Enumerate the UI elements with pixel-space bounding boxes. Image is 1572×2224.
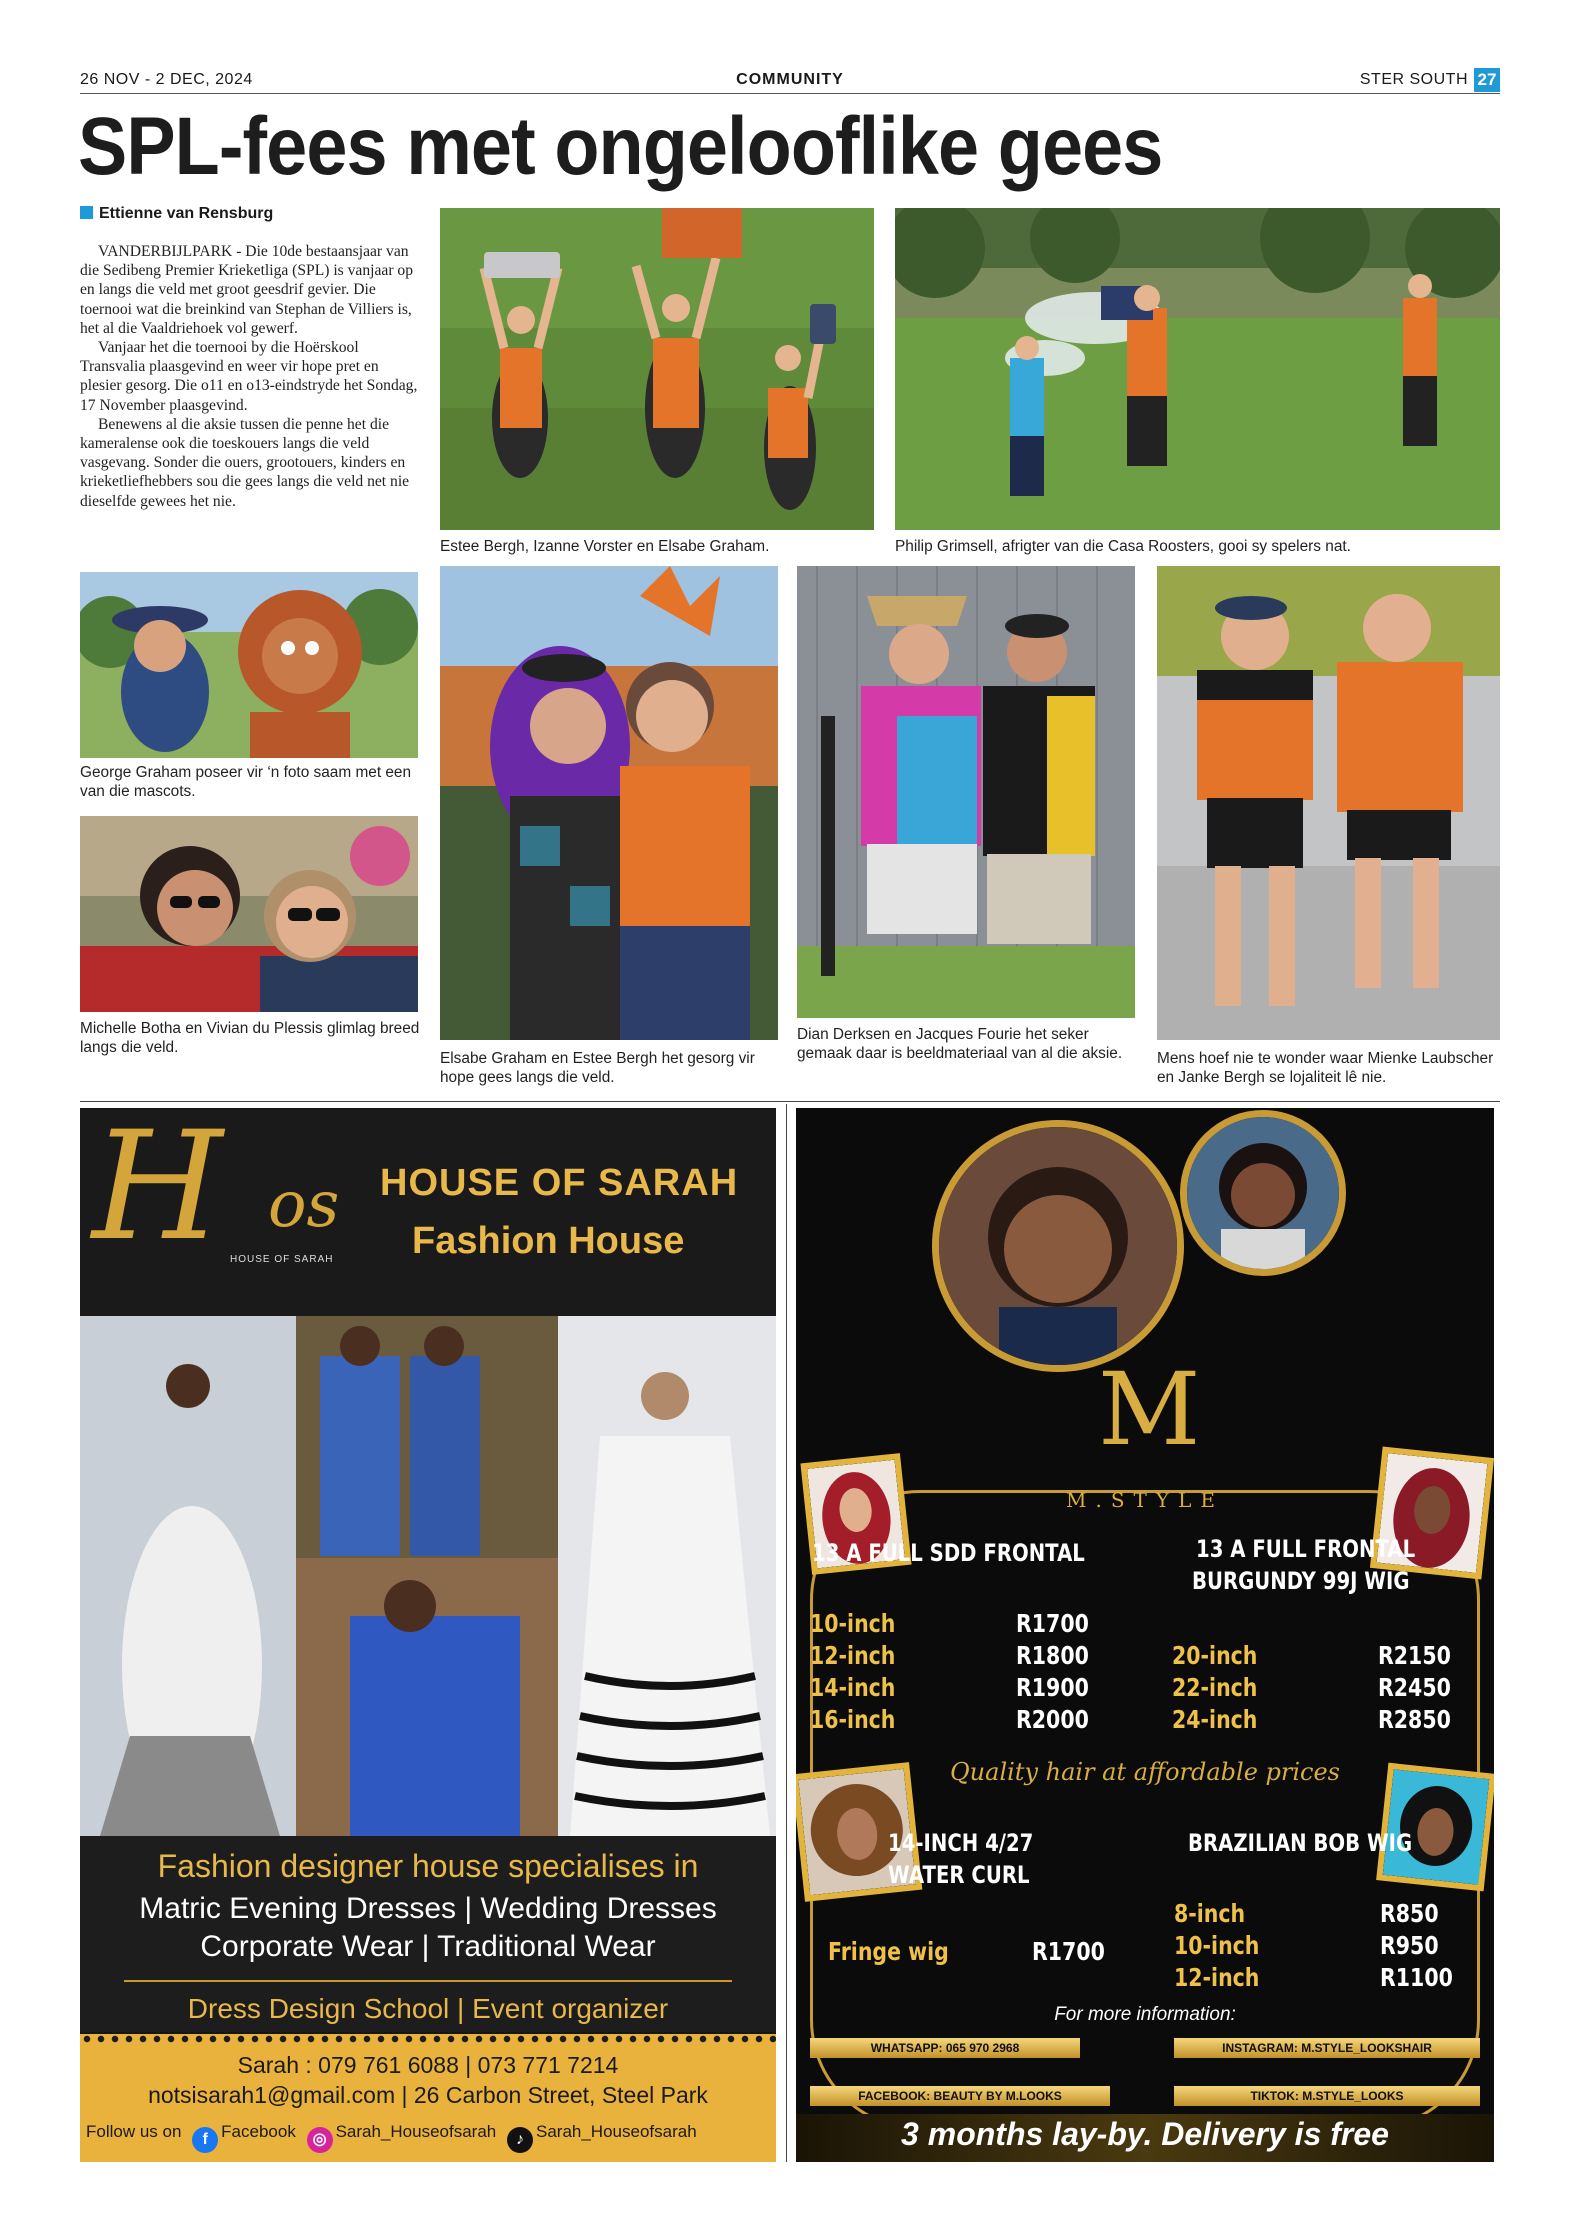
product-price: R950 [1380,1931,1439,1960]
product-price: R2450 [1378,1673,1451,1702]
product-size: 14-inch [810,1673,896,1702]
product-size: 10-inch [810,1609,896,1638]
product-size: 8-inch [1174,1899,1246,1928]
tagline: Quality hair at affordable prices [950,1758,1340,1786]
instagram-contact: INSTAGRAM: M.STYLE_LOOKSHAIR [1174,2038,1480,2058]
social-links [86,2122,776,2153]
instagram-icon: ◎ [307,2127,333,2153]
photo-women-celebrating [440,208,874,530]
instagram-handle: Sarah_Houseofsarah [335,2122,497,2141]
ad-m-style [796,1108,1494,2162]
issue-date: 26 NOV - 2 DEC, 2024 [80,71,253,88]
facebook-handle: Facebook [221,2122,296,2141]
services-heading: Fashion designer house specialises in [157,1848,699,1884]
brand-name: M.STYLE [1066,1488,1224,1512]
product-size: 20-inch [1172,1641,1258,1670]
photo-caption: Philip Grimsell, afrigter van die Casa Roosters, gooi sy spelers nat. [895,538,1351,555]
photo-two-women-smiling [80,816,418,1012]
photo-caption: Elsabe Graham en Estee Bergh het gesorg vir hope gees langs die veld. [440,1050,755,1086]
dotted-border [80,2034,776,2044]
photo-dian-jacques [797,566,1135,1018]
product-price: R1700 [1032,1937,1105,1966]
photo-mascot [80,572,418,758]
product-price: R1800 [1016,1641,1089,1670]
photo-two-girls [1157,566,1500,1040]
portrait-main [932,1120,1184,1372]
contact-phone: Sarah : 079 761 6088 | 073 771 7214 [237,2052,619,2078]
byline-marker [80,206,93,219]
photo-caption: Mens hoef nie te wonder waar Mienke Laubscher en Janke Bergh se lojaliteit lê nie. [1157,1050,1494,1086]
brand-name: HOUSE OF SARAH [380,1162,739,1204]
services-line: Corporate Wear | Traditional Wear [200,1930,656,1963]
whatsapp-contact: WHATSAPP: 065 970 2968 [810,2038,1080,2058]
byline [80,205,273,223]
contact-email-address: notsisarah1@gmail.com | 26 Carbon Street, Steel Park [148,2082,708,2108]
product-price: R850 [1380,1899,1439,1928]
facebook-contact: FACEBOOK: BEAUTY BY M.LOOKS [810,2086,1110,2106]
paper-name: STER SOUTH [1359,71,1468,88]
tiktok-handle: Sarah_Houseofsarah [535,2122,697,2141]
article-paragraph: Benewens al die aksie tussen die penne het die kameralense ook die toeskouers langs die veld vasgevang. Sonder die ouers, grootouers, kinders en krieketliefhebbers sou die gees langs die veld net nie dieselfde gewees het nie. [80,415,410,510]
page-number: 27 [1474,68,1500,92]
tiktok-icon: ♪ [507,2127,533,2153]
product-title: 13 A FULL SDD FRONTAL [812,1539,1085,1567]
product-price: R1700 [1016,1609,1089,1638]
ad-divider [786,1104,787,2162]
services-line: Matric Evening Dresses | Wedding Dresses [139,1892,717,1925]
photo-coach-spraying [895,208,1500,530]
more-info-label: For more information: [1054,2004,1236,2025]
product-size: 10-inch [1174,1931,1260,1960]
footer-offer: 3 months lay-by. Delivery is free [901,2116,1389,2152]
product-price: R2850 [1378,1705,1451,1734]
photo-caption: George Graham poseer vir ‘n foto saam met een van die mascots. [80,764,412,800]
product-price: R2000 [1016,1705,1089,1734]
brand-logo-caption: HOUSE OF SARAH [230,1254,334,1265]
product-price: R1100 [1380,1963,1453,1992]
portrait-secondary [1180,1110,1346,1276]
product-title: WATER CURL [888,1861,1030,1889]
article-paragraph: VANDERBIJLPARK - Die 10de bestaansjaar van die Sedibeng Premier Krieketliga (SPL) is vanjaar op en langs die veld met groot geesdrif gevier. Die toernooi wat die breinkind van Stephan de Villiers is, het al die Vaaldriehoek vol gewerf. [80,243,414,337]
product-size: Fringe wig [828,1937,949,1966]
product-title: 13 A FULL FRONTAL [1196,1535,1416,1563]
contact-panel [80,2034,776,2162]
product-size: 22-inch [1172,1673,1258,1702]
photo-elsabe-estee [440,566,778,1040]
photo-caption: Michelle Botha en Vivian du Plessis glimlag breed langs die veld. [80,1020,420,1056]
section-name: COMMUNITY [736,71,844,88]
tiktok-contact: TIKTOK: M.STYLE_LOOKS [1174,2086,1480,2106]
ad-header [80,1108,776,1316]
follow-label: Follow us on [86,2122,182,2141]
section-divider [80,1101,1500,1102]
article-body [80,242,420,511]
fashion-collage [80,1316,776,1836]
product-size: 12-inch [1174,1963,1260,1992]
facebook-icon: f [192,2127,218,2153]
product-title: BURGUNDY 99J WIG [1192,1567,1410,1595]
product-size: 24-inch [1172,1705,1258,1734]
photo-caption: Dian Derksen en Jacques Fourie het seker gemaak daar is beeldmateriaal van al die aksie. [797,1026,1123,1062]
brand-tagline: Fashion House [412,1220,685,1262]
services-line: Dress Design School | Event organizer [187,1993,669,2024]
photo-caption: Estee Bergh, Izanne Vorster en Elsabe Graham. [440,538,770,555]
ad-house-of-sarah [80,1108,776,2162]
article-paragraph: Vanjaar het die toernooi by die Hoërskool Transvalia plaasgevind en weer vir hope pret en plesier gesorg. Die o11 en o13-eindstryde het Sondag, 17 November plaasgevind. [80,339,418,414]
page-header [80,68,1500,94]
brand-logo: H [92,1108,223,1274]
product-title: BRAZILIAN BOB WIG [1188,1829,1413,1857]
product-size: 12-inch [810,1641,896,1670]
product-title: 14-INCH 4/27 [888,1829,1034,1857]
brand-monogram: M [1098,1351,1201,1468]
brand-logo-suffix: os [268,1168,340,1242]
product-size: 16-inch [810,1705,896,1734]
article-headline: SPL-fees met ongelooflike gees [78,101,1163,192]
byline-author: Ettienne van Rensburg [99,205,274,222]
product-price: R2150 [1378,1641,1451,1670]
product-price: R1900 [1016,1673,1089,1702]
divider-line [124,1980,732,1982]
